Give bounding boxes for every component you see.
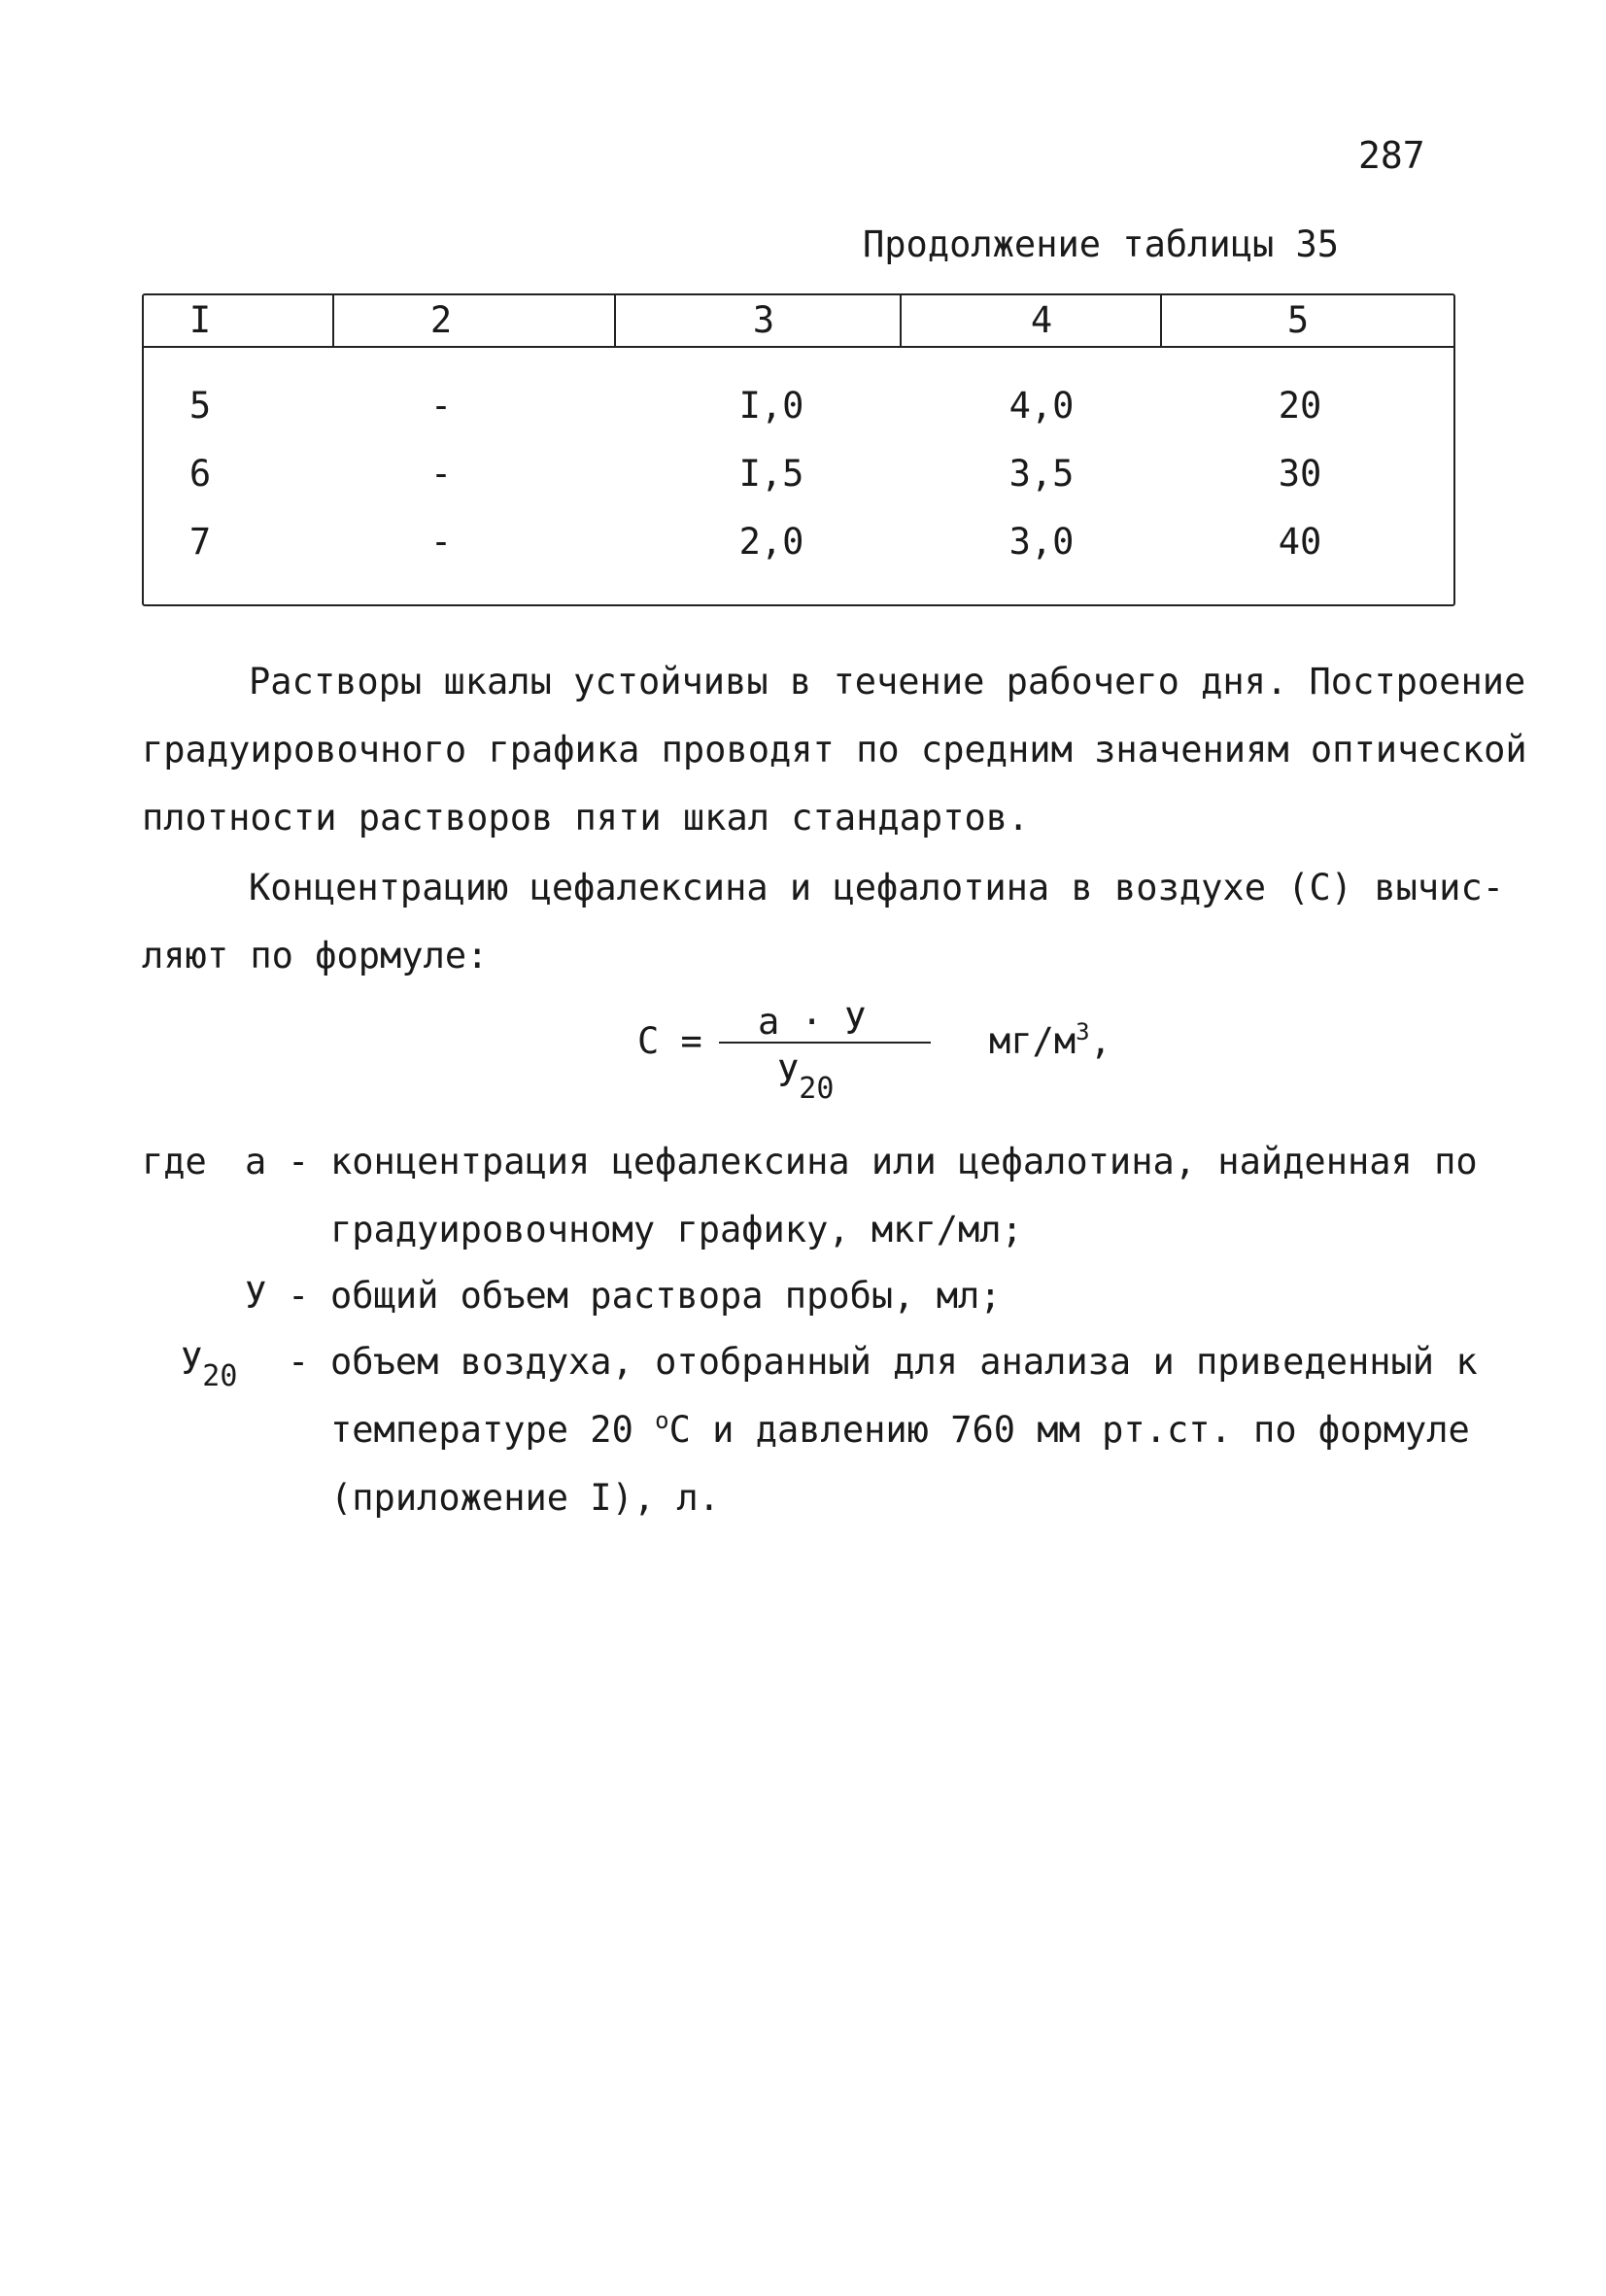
table-cell: - bbox=[429, 385, 453, 427]
column-divider bbox=[900, 293, 902, 348]
definitions-intro: где bbox=[142, 1141, 207, 1182]
definition-text: градуировочному графику, мкг/мл; bbox=[330, 1209, 1023, 1251]
definition-text: объем воздуха, отобранный для анализа и приведенный к bbox=[330, 1341, 1478, 1383]
formula-denominator: $У_{20}$ bbox=[777, 1053, 835, 1106]
formula-lhs: С = bbox=[637, 1020, 702, 1062]
table-cell: I,0 bbox=[738, 385, 804, 427]
definition-symbol: $У_{20}$ bbox=[181, 1341, 238, 1393]
header-divider bbox=[142, 346, 1453, 348]
table-cell: 7 bbox=[188, 521, 212, 563]
fraction-bar bbox=[719, 1042, 931, 1044]
definition-text: концентрация цефалексина или цефалотина, найденная по bbox=[330, 1141, 1478, 1182]
table-caption: Продолжение таблицы 35 bbox=[863, 223, 1340, 265]
paragraph-line: Растворы шкалы устойчивы в течение рабочего дня. Построение bbox=[249, 661, 1526, 703]
formula-unit: $мг/м^3$, bbox=[989, 1018, 1111, 1062]
definition-text: (приложение I), л. bbox=[330, 1477, 720, 1519]
table-cell: - bbox=[429, 521, 453, 563]
table-cell: - bbox=[429, 453, 453, 495]
data-table bbox=[142, 293, 1453, 604]
definition-text: температуре 20 $^о$С и давлению 760 мм рт.ст. по формуле bbox=[330, 1407, 1470, 1451]
formula-numerator: а · У bbox=[758, 1001, 867, 1043]
table-header-cell: 4 bbox=[1030, 299, 1053, 341]
definition-symbol: а bbox=[245, 1141, 267, 1182]
paragraph-line: ляют по формуле: bbox=[142, 935, 489, 977]
table-header-cell: 2 bbox=[429, 299, 453, 341]
table-header-cell: 5 bbox=[1286, 299, 1310, 341]
table-cell: 40 bbox=[1278, 521, 1322, 563]
table-cell: 20 bbox=[1278, 385, 1322, 427]
column-divider bbox=[332, 293, 334, 348]
paragraph-line: градуировочного графика проводят по средним значениям оптической bbox=[142, 729, 1527, 771]
table-cell: 2,0 bbox=[738, 521, 804, 563]
table-cell: 4,0 bbox=[1008, 385, 1075, 427]
table-header-cell: I bbox=[188, 299, 212, 341]
definition-dash: - bbox=[288, 1341, 310, 1383]
definition-dash: - bbox=[288, 1141, 310, 1182]
paragraph-line: плотности растворов пяти шкал стандартов. bbox=[142, 797, 1030, 839]
table-cell: 3,0 bbox=[1008, 521, 1075, 563]
table-cell: I,5 bbox=[738, 453, 804, 495]
definition-symbol: У bbox=[245, 1275, 267, 1317]
paragraph-line: Концентрацию цефалексина и цефалотина в воздухе (С) вычис- bbox=[249, 867, 1505, 908]
table-cell: 6 bbox=[188, 453, 212, 495]
table-cell: 3,5 bbox=[1008, 453, 1075, 495]
column-divider bbox=[614, 293, 616, 348]
definition-text: общий объем раствора пробы, мл; bbox=[330, 1275, 1002, 1317]
table-cell: 5 bbox=[188, 385, 212, 427]
page-number: 287 bbox=[1358, 134, 1425, 177]
table-cell: 30 bbox=[1278, 453, 1322, 495]
table-header-cell: 3 bbox=[752, 299, 775, 341]
column-divider bbox=[1160, 293, 1162, 348]
definition-dash: - bbox=[288, 1275, 310, 1317]
